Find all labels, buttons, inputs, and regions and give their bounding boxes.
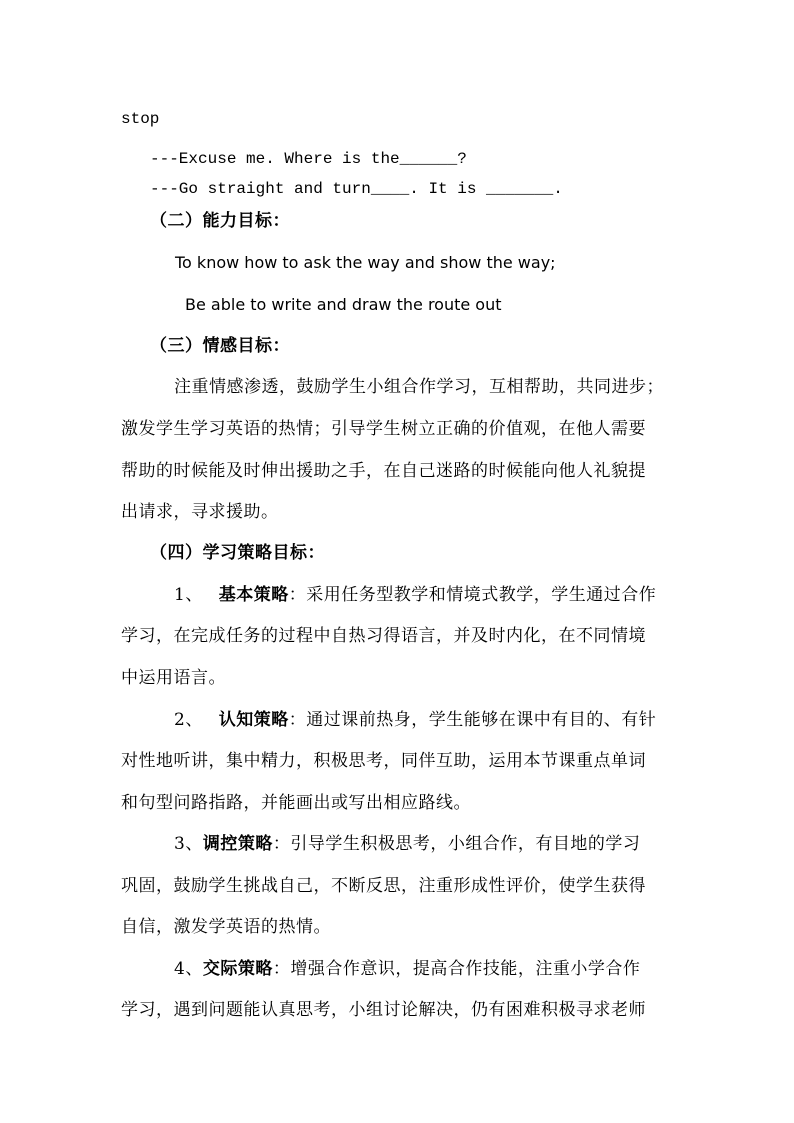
ability-goal-2: Be able to write and draw the route out [185, 295, 502, 314]
strategy-number: 4、 [174, 959, 203, 979]
dialogue-answer: ---Go straight and turn____. It is _______. [150, 180, 563, 198]
strategy-text: ：引导学生积极思考，小组合作，有目地的学习 [272, 834, 641, 854]
strategy-title: 交际策略 [202, 959, 273, 979]
strategy-3-first-line [174, 834, 640, 854]
strategy-text: ：通过课前热身，学生能够在课中有目的、有针 [288, 710, 657, 730]
section-heading-emotion: （三）情感目标： [150, 336, 290, 356]
strategy-4-line-2: 学习，遇到问题能认真思考，小组讨论解决，仍有困难积极寻求老师 [121, 1000, 646, 1020]
emotion-line-4: 出请求，寻求援助。 [121, 502, 279, 522]
strategy-3-line-2: 巩固，鼓励学生挑战自己，不断反思，注重形成性评价，使学生获得 [121, 876, 646, 896]
strategy-number: 1、 [174, 585, 203, 605]
strategy-title: 基本策略 [218, 585, 289, 605]
section-heading-ability: （二）能力目标： [150, 211, 290, 231]
strategy-1-first-line [174, 585, 656, 605]
emotion-line-3: 帮助的时候能及时伸出援助之手，在自己迷路的时候能向他人礼貌提 [121, 461, 646, 481]
dialogue-question: ---Excuse me. Where is the______? [150, 150, 467, 168]
strategy-1-line-3: 中运用语言。 [121, 668, 226, 688]
strategy-3-line-3: 自信，激发学英语的热情。 [121, 917, 331, 937]
strategy-number: 2、 [174, 710, 203, 730]
ability-goal-1: To know how to ask the way and show the way; [175, 253, 556, 272]
strategy-text: ：采用任务型教学和情境式教学，学生通过合作 [288, 585, 657, 605]
strategy-4-first-line [174, 959, 640, 979]
section-heading-strategy: （四）学习策略目标： [150, 543, 325, 563]
strategy-title: 调控策略 [202, 834, 273, 854]
strategy-1-line-2: 学习，在完成任务的过程中自热习得语言，并及时内化，在不同情境 [121, 626, 646, 646]
strategy-2-first-line [174, 710, 656, 730]
strategy-2-line-3: 和句型问路指路，并能画出或写出相应路线。 [121, 793, 471, 813]
strategy-number: 3、 [174, 834, 203, 854]
strategy-title: 认知策略 [218, 710, 289, 730]
stop-text: stop [121, 110, 160, 128]
strategy-2-line-2: 对性地听讲，集中精力，积极思考，同伴互助，运用本节课重点单词 [121, 751, 646, 771]
strategy-text: ：增强合作意识，提高合作技能，注重小学合作 [272, 959, 641, 979]
emotion-line-1: 注重情感渗透，鼓励学生小组合作学习，互相帮助，共同进步； [174, 377, 664, 397]
emotion-line-2: 激发学生学习英语的热情；引导学生树立正确的价值观，在他人需要 [121, 419, 646, 439]
